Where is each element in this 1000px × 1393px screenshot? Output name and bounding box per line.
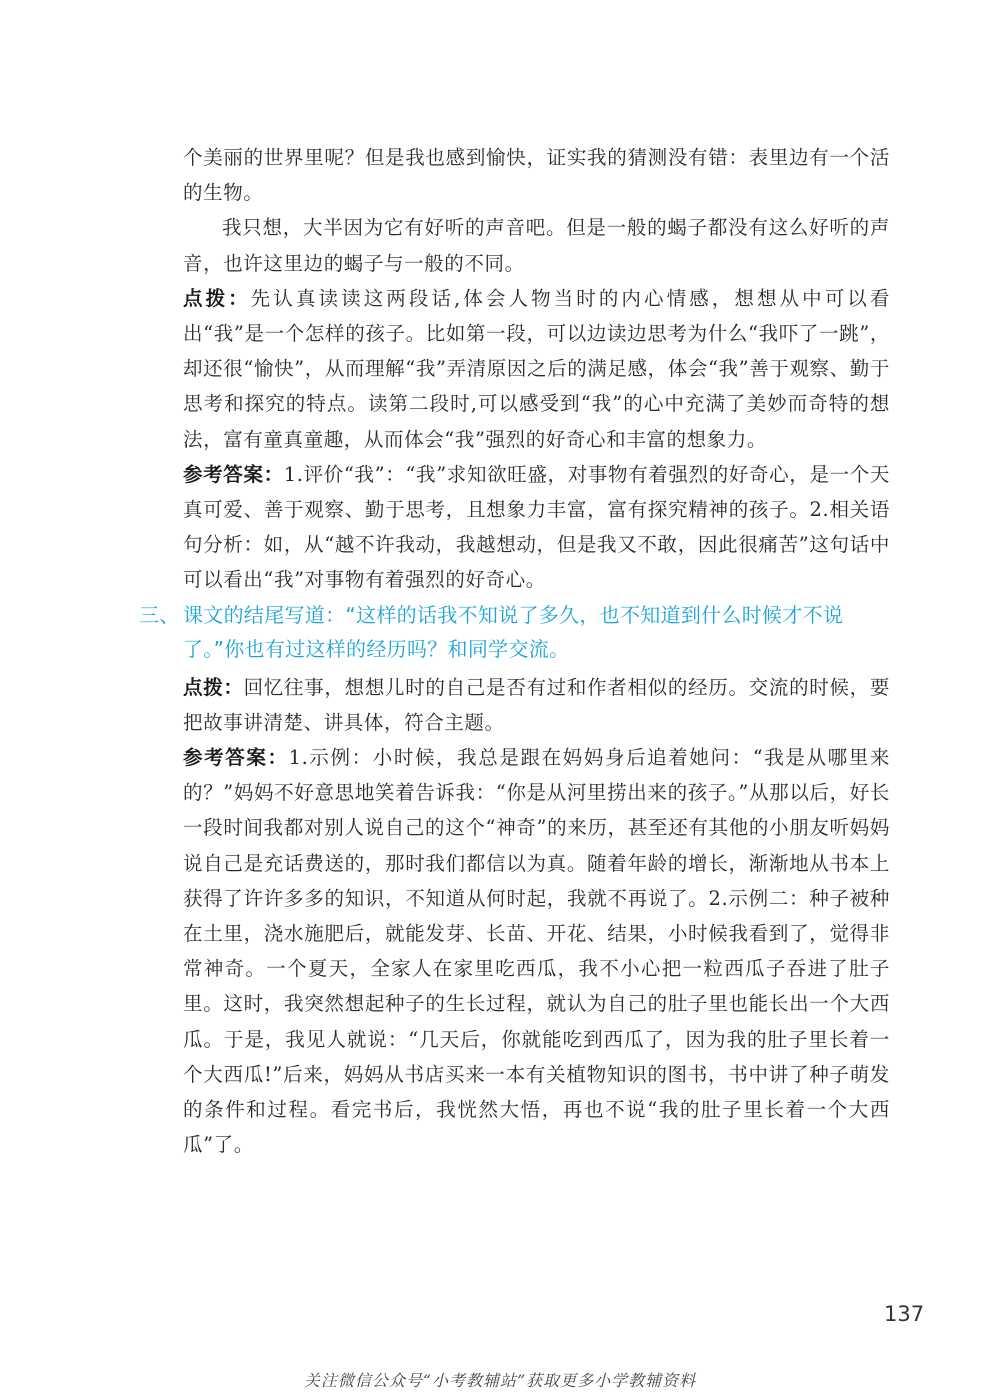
- answer-text: 1.评价“我”：“我”求知欲旺盛，对事物有着强烈的好奇心，是一个天真可爱、善于观察、勤于思考，且想象力丰富，富有探究精神的孩子。2.相关语句分析：如，从“越不许我动，我越想动，但是我又不敢，因此很痛苦”这句话中可以看出“我”对事物有着强烈的好奇心。: [183, 462, 890, 592]
- page-number: 137: [884, 1302, 925, 1326]
- question-text: 课文的结尾写道：“这样的话我不知说了多久，也不知道到什么时候才不说了。”你也有过这样的经历吗？和同学交流。: [183, 602, 844, 661]
- question-3: [139, 598, 890, 666]
- answer-text: 1.示例：小时候，我总是跟在妈妈身后追着她问：“我是从哪里来的？”妈妈不好意思地笑着告诉我：“你是从河里捞出来的孩子。”从那以后，好长一段时间我都对别人说自己的这个“神奇”的来历，甚至还有其他的小朋友听妈妈说自己是充话费送的，那时我们都信以为真。随着年龄的增长，渐渐地从书本上获得了许许多多的知识，不知道从何时起，我就不再说了。2.示例二：种子被种在土里，浇水施肥后，就能发芽、长苗、开花、结果，小时候我看到了，觉得非常神奇。一个夏天，全家人在家里吃西瓜，我不小心把一粒西瓜子吞进了肚子里。这时，我突然想起种子的生长过程，就认为自己的肚子里也能长出一个大西瓜。于是，我见人就说：“几天后，你就能吃到西瓜了，因为我的肚子里长着一个大西瓜!”后来，妈妈从书店买来一本有关植物知识的图书，书中讲了种子萌发的条件和过程。看完书后，我恍然大悟，再也不说“我的肚子里长着一个大西瓜”了。: [183, 746, 890, 1157]
- tip-paragraph-2: [183, 281, 890, 457]
- answer-paragraph-3: [183, 740, 890, 1162]
- tip-label: 点拨：: [183, 286, 251, 310]
- tip-text: 回忆往事，想想儿时的自己是否有过和作者相似的经历。交流的时候，要把故事讲清楚、讲具体，符合主题。: [183, 675, 890, 734]
- footer-note: 关注微信公众号“小考教辅站”获取更多小学教辅资料: [303, 1371, 697, 1390]
- passage-paragraph-1: 个美丽的世界里呢？但是我也感到愉快，证实我的猜测没有错：表里边有一个活的生物。: [183, 146, 890, 205]
- tip-text: 先认真读读这两段话,体会人物当时的内心情感，想想从中可以看出“我”是一个怎样的孩子。比如第一段，可以边读边思考为什么“我吓了一跳”，却还很“愉快”，从而理解“我”弄清原因之后的满足感，体会“我”善于观察、勤于思考和探究的特点。读第二段时,可以感受到“我”的心中充满了美妙而奇特的想法，富有童真童趣，从而体会“我”强烈的好奇心和丰富的想象力。: [183, 286, 890, 451]
- question-number: 三、: [139, 602, 180, 627]
- answer-paragraph-2: [183, 457, 890, 598]
- page-content: [139, 140, 890, 1162]
- answer-label: 参考答案：: [183, 746, 289, 770]
- passage-paragraph-2: 我只想，大半因为它有好听的声音吧。但是一般的蝎子都没有这么好听的声音，也许这里边的蝎子与一般的不同。: [183, 216, 890, 275]
- tip-paragraph-3: [183, 670, 890, 740]
- answer-label: 参考答案：: [183, 462, 284, 486]
- tip-label: 点拨：: [183, 675, 244, 699]
